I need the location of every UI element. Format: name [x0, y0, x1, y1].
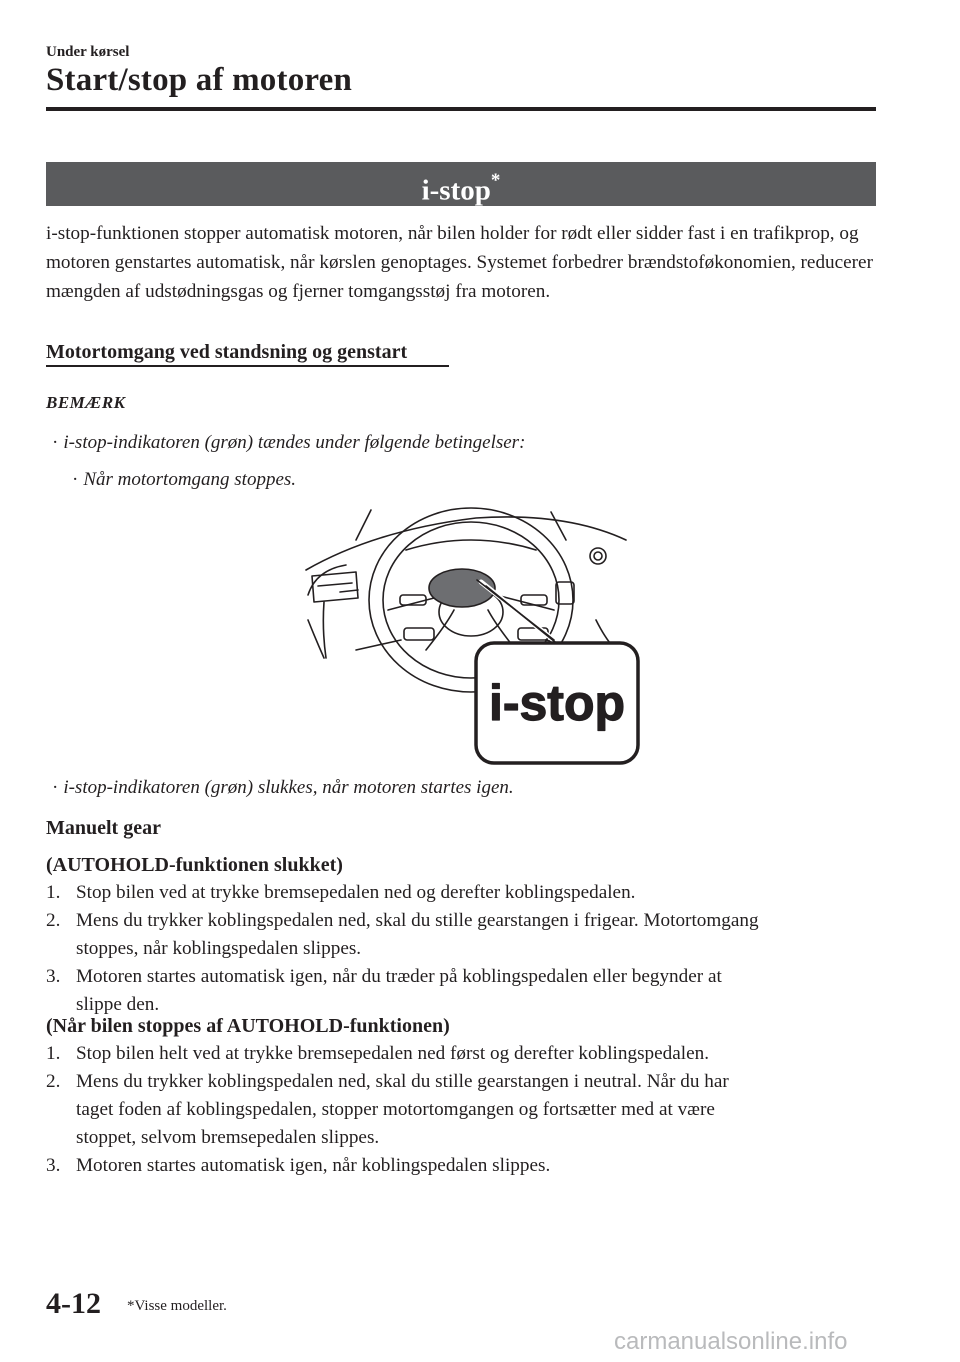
section-label: Under kørsel	[46, 44, 130, 60]
header-rule	[46, 107, 876, 111]
note-title: BEMÆRK	[46, 393, 126, 412]
istop-indicator-label: i-stop	[488, 675, 626, 731]
subheading-underline	[46, 365, 449, 367]
intro-paragraph: i-stop-funktionen stopper automatisk motoren, når bilen holder for rødt eller sidder fast i en trafikprop, og motoren genstartes automatisk, når kørslen genoptages. Systemet forbedrer brændstoføkonomien, reducerer mængden af udstødningsgas og fjerner tomgangsstøj fra motoren.	[46, 223, 873, 302]
note-bullet-2	[52, 775, 514, 801]
step-text: Stop bilen ved at trykke bremsepedalen ned og derefter koblingspedalen.	[76, 882, 636, 903]
note-sub-bullet-text: Når motortomgang stoppes.	[83, 469, 297, 490]
manual-heading: Manuelt gear	[46, 817, 161, 839]
bullet-dot-icon: ·	[52, 777, 59, 798]
bullet-dot-icon: ·	[52, 432, 59, 453]
step-text: Motoren startes automatisk igen, når koblingspedalen slippes.	[76, 1155, 551, 1176]
note-bullet-2-text: i-stop-indikatoren (grøn) slukkes, når motoren startes igen.	[63, 777, 514, 798]
bullet-dot-icon: ·	[72, 469, 79, 490]
page-number: 4-12	[46, 1287, 101, 1320]
step-text: Stop bilen helt ved at trykke bremsepedalen ned først og derefter koblingspedalen.	[76, 1043, 709, 1064]
note-bullet-1	[52, 430, 525, 456]
group1-title: (AUTOHOLD-funktionen slukket)	[46, 854, 343, 876]
step-text: taget foden af koblingspedalen, stopper motortomgangen og fortsætter med at være	[76, 1099, 715, 1120]
step-number: 3.	[46, 966, 61, 987]
step-text: Mens du trykker koblingspedalen ned, skal du stille gearstangen i neutral. Når du har	[76, 1071, 729, 1092]
step-number: 1.	[46, 882, 61, 903]
note-sub-bullet	[72, 467, 296, 493]
group2-title: (Når bilen stoppes af AUTOHOLD-funktionen)	[46, 1015, 450, 1037]
step-text: Mens du trykker koblingspedalen ned, skal du stille gearstangen i frigear. Motortomgang	[76, 910, 759, 931]
subheading: Motortomgang ved standsning og genstart	[46, 341, 408, 363]
page-title: Start/stop af motoren	[46, 62, 353, 98]
step-text: stoppet, selvom bremsepedalen slippes.	[76, 1127, 380, 1148]
banner-title: i-stop	[421, 174, 491, 207]
step-text: slippe den.	[76, 994, 160, 1015]
watermark: carmanualsonline.info	[614, 1328, 848, 1355]
note-bullet-1-text: i-stop-indikatoren (grøn) tændes under følgende betingelser:	[63, 432, 526, 453]
section-banner	[46, 162, 876, 206]
footnote: *Visse modeller.	[127, 1298, 227, 1314]
step-number: 1.	[46, 1043, 61, 1064]
step-number: 2.	[46, 910, 61, 931]
step-number: 2.	[46, 1071, 61, 1092]
banner-asterisk: *	[490, 170, 501, 191]
step-text: Motoren startes automatisk igen, når du træder på koblingspedalen eller begynder at	[76, 966, 722, 987]
step-number: 3.	[46, 1155, 61, 1176]
dashboard-illustration	[296, 500, 656, 775]
step-text: stoppes, når koblingspedalen slippes.	[76, 938, 362, 959]
